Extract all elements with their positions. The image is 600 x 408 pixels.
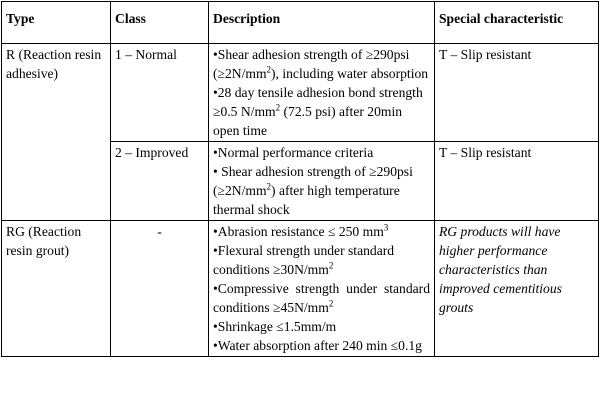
description-bullet: •Shrinkage ≤1.5mm/m	[213, 319, 337, 334]
header-row	[2, 2, 599, 44]
header-special-characteristic: Special characteristic	[435, 2, 599, 44]
class-cell: 1 – Normal	[111, 44, 209, 142]
description-bullet: •Normal performance criteria	[213, 145, 374, 160]
type-cell: RG (Reaction resin grout)	[2, 221, 111, 357]
description-bullet: •Flexural strength under standard conditions $\ge 30N/mm^2$	[213, 243, 395, 277]
description-bullet: • Shear adhesion strength of ≥290psi $(\ge 2N/mm^2)$ after high temperature thermal shock	[213, 164, 413, 217]
specification-table	[1, 1, 599, 357]
special-cell: RG products will have higher performance characteristics than improved cementitious grouts	[435, 221, 599, 357]
description-cell	[209, 221, 435, 357]
description-bullet: •Abrasion resistance ≤ 250 $mm^3$	[213, 222, 389, 239]
type-cell: R (Reaction resin adhesive)	[2, 44, 111, 221]
description-bullet: •28 day tensile adhesion bond strength ≥0.5 $N/mm^2$ (72.5 psi) after 20min open time	[213, 85, 423, 138]
description-cell	[209, 142, 435, 221]
description-cell	[209, 44, 435, 142]
class-cell: 2 – Improved	[111, 142, 209, 221]
header-description: Description	[209, 2, 435, 44]
table-row	[2, 221, 599, 357]
class-cell: -	[111, 221, 209, 357]
header-class: Class	[111, 2, 209, 44]
description-bullet: •Shear adhesion strength of ≥290psi $(\ge 2N/mm^2)$, including water absorption	[213, 47, 429, 81]
description-bullet: •Compressive strength under standard conditions $\ge 45N/mm^2$	[213, 281, 430, 315]
header-type: Type	[2, 2, 111, 44]
description-bullet: •Water absorption after 240 min ≤0.1g	[213, 338, 422, 353]
special-cell: T – Slip resistant	[435, 142, 599, 221]
table-row	[2, 44, 599, 142]
special-cell: T – Slip resistant	[435, 44, 599, 142]
